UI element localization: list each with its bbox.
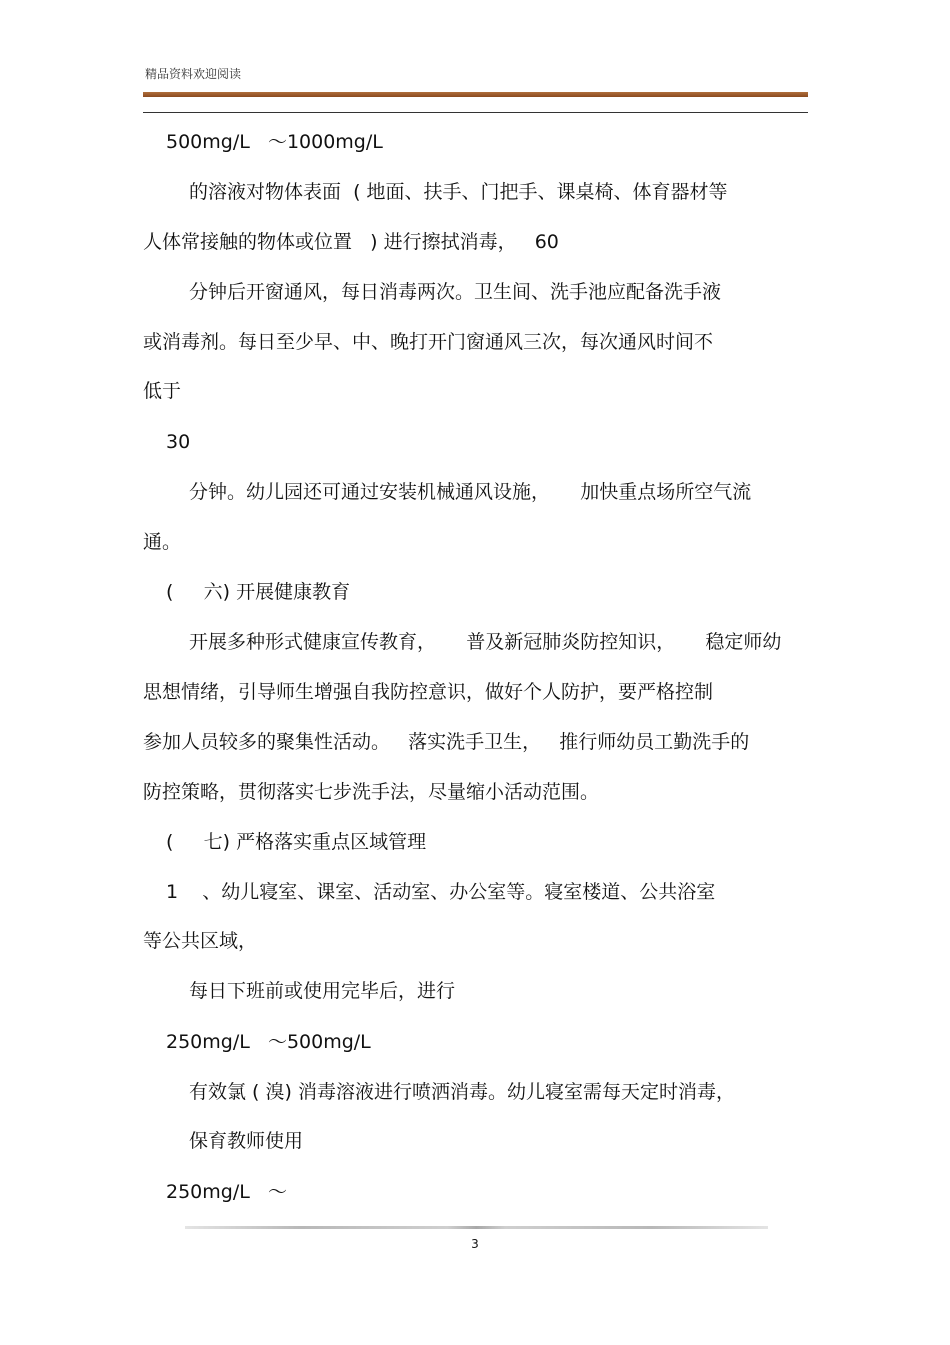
text-line: 防控策略，贯彻落实七步洗手法，尽量缩小活动范围。 — [143, 781, 600, 803]
text-line: 250mg/L ～ — [166, 1181, 287, 1203]
text-line: 的溶液对物体表面 ( 地面、扶手、门把手、课桌椅、体育器材等 — [189, 181, 728, 203]
header-decorative-rule — [143, 92, 808, 97]
text-line: 250mg/L ～500mg/L — [166, 1031, 371, 1053]
text-line: 分钟后开窗通风，每日消毒两次。卫生间、洗手池应配备洗手液 — [189, 281, 722, 303]
text-line: 参加人员较多的聚集性活动。 落实洗手卫生， 推行师幼员工勤洗手的 — [143, 731, 750, 753]
section-heading: ( 七) 严格落实重点区域管理 — [166, 831, 427, 853]
text-line: 等公共区域， — [143, 930, 258, 952]
header-thin-rule — [143, 112, 808, 113]
text-line: 思想情绪，引导师生增强自我防控意识，做好个人防护，要严格控制 — [143, 681, 714, 703]
text-line: 1 、幼儿寝室、课室、活动室、办公室等。寝室楼道、公共浴室 — [166, 881, 716, 903]
text-line: 30 — [166, 431, 191, 453]
text-line: 或消毒剂。每日至少早、中、晚打开门窗通风三次，每次通风时间不 — [143, 331, 714, 353]
footer-rule — [185, 1226, 768, 1229]
text-line: 分钟。幼儿园还可通过安装机械通风设施， 加快重点场所空气流 — [189, 481, 752, 503]
text-line: 开展多种形式健康宣传教育， 普及新冠肺炎防控知识， 稳定师幼 — [189, 631, 782, 653]
text-line: 500mg/L ～1000mg/L — [166, 131, 383, 153]
text-line: 通。 — [143, 531, 182, 553]
section-heading: ( 六) 开展健康教育 — [166, 581, 351, 603]
text-line: 有效氯 ( 溴) 消毒溶液进行喷洒消毒。幼儿寝室需每天定时消毒， — [189, 1081, 735, 1103]
text-line: 保育教师使用 — [189, 1130, 304, 1152]
text-line: 低于 — [143, 380, 182, 402]
header-text: 精品资料欢迎阅读 — [145, 67, 242, 81]
text-line: 人体常接触的物体或位置 ) 进行擦拭消毒， 60 — [143, 231, 559, 253]
text-line: 每日下班前或使用完毕后，进行 — [189, 980, 456, 1002]
page-number: 3 — [471, 1237, 479, 1251]
